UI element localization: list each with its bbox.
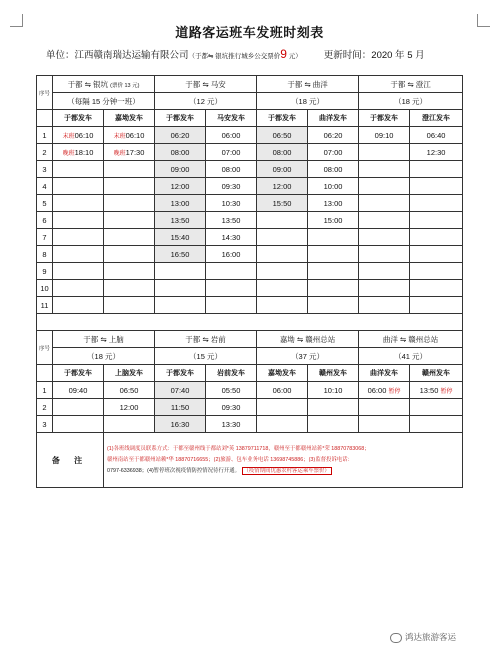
time-cell [53, 178, 104, 195]
time-cell [410, 161, 463, 178]
column-header: 曲洋发车 [308, 110, 359, 127]
time-cell [155, 263, 206, 280]
route-header: 曲洋 ⇋ 赣州总站 [359, 331, 463, 348]
bottom-section [37, 331, 463, 433]
time-cell [359, 297, 410, 314]
time-cell [104, 178, 155, 195]
row-number: 3 [37, 161, 53, 178]
time-cell [410, 229, 463, 246]
table-row [37, 229, 463, 246]
time-cell: 09:40 [53, 382, 104, 399]
route-header: 于都 ⇋ 岩前 [155, 331, 257, 348]
time-cell [410, 178, 463, 195]
time-cell [410, 416, 463, 433]
time-cell: 07:40 [155, 382, 206, 399]
time-cell [410, 382, 463, 399]
route-header: 于都 ⇋ 上脑 [53, 331, 155, 348]
table-row [37, 382, 463, 399]
time-cell [359, 246, 410, 263]
route-header: 于都 ⇋ 曲洋 [257, 76, 359, 93]
price-unit: 元） [286, 53, 302, 60]
time-cell [104, 229, 155, 246]
time-cell [257, 399, 308, 416]
time-cell [257, 263, 308, 280]
column-header: 于都发车 [53, 110, 104, 127]
time-cell: 08:00 [257, 144, 308, 161]
time-cell [359, 280, 410, 297]
table-row [37, 178, 463, 195]
time-cell: 07:00 [308, 144, 359, 161]
seq-header: 序号 [37, 76, 53, 110]
time-cell [257, 416, 308, 433]
time-cell [53, 246, 104, 263]
time-cell: 12:00 [155, 178, 206, 195]
time-cell [104, 195, 155, 212]
column-header: 澄江发车 [410, 110, 463, 127]
table-row [37, 246, 463, 263]
time-cell: 13:00 [308, 195, 359, 212]
time-cell: 06:20 [308, 127, 359, 144]
time-cell [104, 263, 155, 280]
status-tag: 暂停 [388, 388, 401, 395]
time-cell [359, 229, 410, 246]
column-header: 于都发车 [53, 365, 104, 382]
time-cell: 09:30 [206, 178, 257, 195]
table-row [37, 144, 463, 161]
row-number: 3 [37, 416, 53, 433]
seq-header: 序号 [37, 331, 53, 365]
route-fare: （18 元） [257, 93, 359, 110]
row-number: 2 [37, 144, 53, 161]
time-cell [308, 416, 359, 433]
column-header: 上脑发车 [104, 365, 155, 382]
time-cell [104, 144, 155, 161]
time-cell [308, 297, 359, 314]
time-cell: 15:00 [308, 212, 359, 229]
row-number: 8 [37, 246, 53, 263]
time-cell [53, 161, 104, 178]
time-cell: 10:10 [308, 382, 359, 399]
time-cell: 07:00 [206, 144, 257, 161]
note-line-3: 0797-6336938；(4)暂停班次视疫情防控情况待行开通。 [107, 467, 241, 474]
route-fare: （每隔 15 分钟一班） [53, 93, 155, 110]
time-cell: 08:00 [206, 161, 257, 178]
row-number: 6 [37, 212, 53, 229]
time-cell: 13:50 [206, 212, 257, 229]
note-line-1: (1)各班线调度员联系方式：于都至赣州线于都站刘*英 13879711718，赣州至于都赣州站蒋*荣 18870783068； [107, 445, 370, 452]
time-cell [359, 161, 410, 178]
column-header: 赣州发车 [410, 365, 463, 382]
row-number: 2 [37, 399, 53, 416]
time-cell: 15:40 [155, 229, 206, 246]
time-cell [410, 195, 463, 212]
price-note: （于都⇋ 银坑推行城乡公交票价 [188, 53, 281, 60]
column-header: 曲洋发车 [359, 365, 410, 382]
time-cell [104, 280, 155, 297]
page-title: 道路客运班车发班时刻表 [175, 25, 324, 40]
time-cell [155, 280, 206, 297]
time-cell [257, 246, 308, 263]
status-tag: 晚班 [113, 150, 126, 157]
column-header: 于都发车 [155, 365, 206, 382]
status-tag: 晚班 [62, 150, 75, 157]
time-cell: 08:00 [155, 144, 206, 161]
row-number: 10 [37, 280, 53, 297]
table-row [37, 127, 463, 144]
table-row [37, 297, 463, 314]
status-tag: 末班 [62, 133, 75, 140]
time-cell: 16:50 [155, 246, 206, 263]
row-number: 7 [37, 229, 53, 246]
time-value: 18:10 [74, 147, 94, 157]
time-cell [410, 246, 463, 263]
row-number: 5 [37, 195, 53, 212]
time-cell: 06:50 [257, 127, 308, 144]
time-cell [257, 280, 308, 297]
time-value: 06:00 [367, 385, 387, 395]
route-fare: （12 元） [155, 93, 257, 110]
route-fare: （15 元） [155, 348, 257, 365]
time-cell [359, 263, 410, 280]
time-cell: 10:30 [206, 195, 257, 212]
time-cell [53, 195, 104, 212]
time-cell [257, 212, 308, 229]
time-cell [104, 297, 155, 314]
time-cell [308, 399, 359, 416]
time-cell [104, 246, 155, 263]
time-cell [206, 297, 257, 314]
route-header: 于都 ⇋ 澄江 [359, 76, 463, 93]
schedule-table [36, 75, 463, 488]
column-header: 于都发车 [257, 110, 308, 127]
column-header: 于都发车 [155, 110, 206, 127]
route-fare: （18 元） [359, 93, 463, 110]
time-value: 13:50 [419, 385, 439, 395]
time-cell: 16:30 [155, 416, 206, 433]
route-fare: （41 元） [359, 348, 463, 365]
time-cell [206, 280, 257, 297]
time-cell: 06:50 [104, 382, 155, 399]
time-cell [53, 263, 104, 280]
time-cell [104, 212, 155, 229]
time-cell [53, 399, 104, 416]
time-cell: 09:00 [155, 161, 206, 178]
notes-label: 备 注 [37, 433, 104, 488]
company-label: 单位：江西赣南瑞达运输有限公司 [46, 50, 189, 61]
time-cell [53, 416, 104, 433]
time-cell [359, 399, 410, 416]
time-cell [359, 382, 410, 399]
status-tag: 末班 [113, 133, 126, 140]
watermark: 鸿达旅游客运 [390, 631, 456, 643]
time-cell: 12:00 [104, 399, 155, 416]
price-value: 9 [280, 47, 287, 61]
time-cell [359, 416, 410, 433]
time-cell [308, 263, 359, 280]
time-cell [257, 229, 308, 246]
time-cell [53, 212, 104, 229]
time-cell [308, 229, 359, 246]
time-value: 17:30 [125, 147, 145, 157]
time-cell [410, 399, 463, 416]
time-cell: 06:40 [410, 127, 463, 144]
table-row [37, 280, 463, 297]
time-cell [104, 127, 155, 144]
time-cell [308, 280, 359, 297]
table-row [37, 399, 463, 416]
note-highlight: （疫情期间优惠农村客运乘车票价） [243, 467, 330, 474]
column-header: 嘉坳发车 [104, 110, 155, 127]
notes-text [104, 433, 463, 488]
column-header: 于都发车 [359, 110, 410, 127]
table-row [37, 161, 463, 178]
column-header: 岩前发车 [206, 365, 257, 382]
time-cell [359, 195, 410, 212]
time-cell: 13:00 [155, 195, 206, 212]
route-fare: （18 元） [53, 348, 155, 365]
update-time: 更新时间：2020 年 5 月 [323, 50, 425, 61]
row-number: 11 [37, 297, 53, 314]
time-cell: 05:50 [206, 382, 257, 399]
time-cell [53, 280, 104, 297]
time-cell [410, 297, 463, 314]
route-header: 于都 ⇋ 马安 [155, 76, 257, 93]
time-value: 06:10 [74, 130, 94, 140]
time-cell [206, 263, 257, 280]
time-cell [53, 229, 104, 246]
time-cell: 16:00 [206, 246, 257, 263]
column-header: 赣州发车 [308, 365, 359, 382]
time-cell: 09:30 [206, 399, 257, 416]
time-cell: 09:10 [359, 127, 410, 144]
time-cell: 15:50 [257, 195, 308, 212]
note-line-2: 赣州南站至于都赣州站赖*华 18870716655；(2)旅游、包车业务电话 13698745886；(3)监督投诉电话： [107, 456, 353, 463]
time-cell: 12:30 [410, 144, 463, 161]
time-cell: 06:20 [155, 127, 206, 144]
time-cell: 11:50 [155, 399, 206, 416]
time-cell [257, 297, 308, 314]
time-cell: 06:00 [257, 382, 308, 399]
time-cell [410, 212, 463, 229]
time-cell: 08:00 [308, 161, 359, 178]
subheader [46, 47, 425, 61]
time-cell [155, 297, 206, 314]
time-cell [410, 280, 463, 297]
wechat-logo-icon [390, 633, 402, 643]
status-tag: 暂停 [440, 388, 453, 395]
table-row [37, 195, 463, 212]
time-cell: 10:00 [308, 178, 359, 195]
time-cell [359, 212, 410, 229]
row-number: 1 [37, 127, 53, 144]
time-cell [53, 144, 104, 161]
time-cell [104, 161, 155, 178]
route-fare: （37 元） [257, 348, 359, 365]
column-header: 嘉坳发车 [257, 365, 308, 382]
time-cell [53, 297, 104, 314]
column-header: 马安发车 [206, 110, 257, 127]
table-row [37, 212, 463, 229]
time-cell [359, 144, 410, 161]
time-cell [308, 246, 359, 263]
top-section [37, 76, 463, 314]
route-header: 嘉坳 ⇋ 赣州总站 [257, 331, 359, 348]
row-number: 1 [37, 382, 53, 399]
time-cell [104, 416, 155, 433]
time-cell [410, 263, 463, 280]
time-cell: 09:00 [257, 161, 308, 178]
time-value: 06:10 [125, 130, 145, 140]
time-cell: 12:00 [257, 178, 308, 195]
time-cell: 13:50 [155, 212, 206, 229]
table-row [37, 263, 463, 280]
table-row [37, 416, 463, 433]
row-number: 9 [37, 263, 53, 280]
time-cell: 13:30 [206, 416, 257, 433]
time-cell: 06:00 [206, 127, 257, 144]
time-cell: 14:30 [206, 229, 257, 246]
route-header: 于都 ⇋ 银坑 (票价 13 元) [53, 76, 155, 93]
time-cell [53, 127, 104, 144]
time-cell [359, 178, 410, 195]
row-number: 4 [37, 178, 53, 195]
